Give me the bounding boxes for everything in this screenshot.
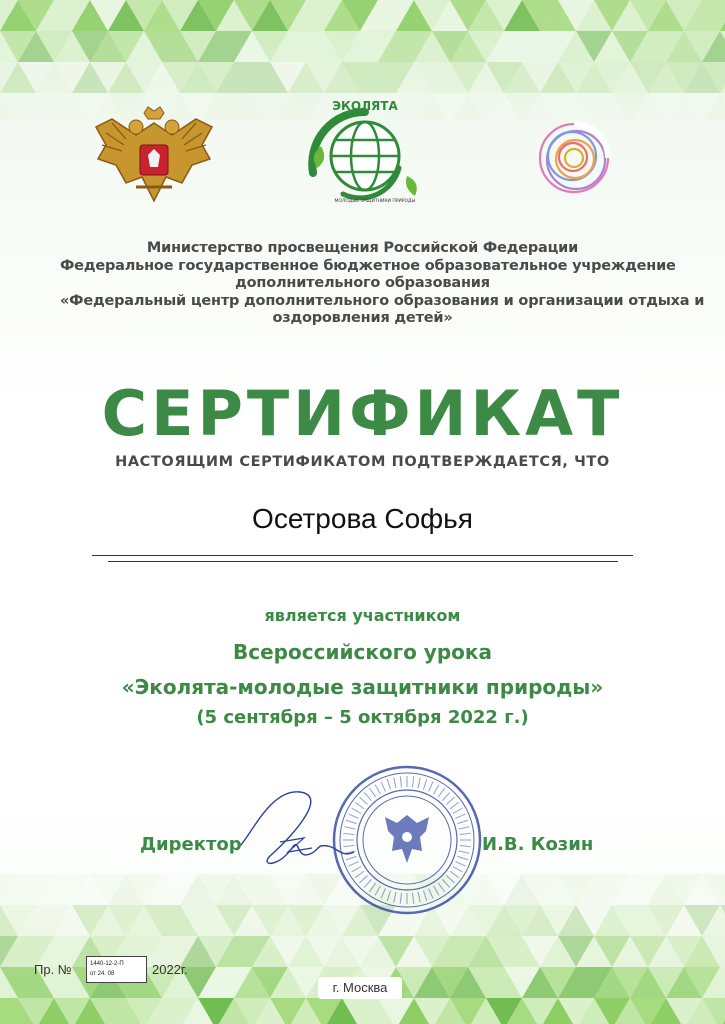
stamp-text-texture: [459, 827, 470, 829]
recipient-underline-secondary: [108, 561, 618, 562]
order-date: от 24. 08: [90, 971, 115, 977]
stamp-text-texture: [460, 846, 471, 847]
stamp-text-texture: [460, 833, 471, 834]
order-number-label: Пр. №: [34, 962, 72, 977]
stamp-text-texture: [423, 779, 426, 789]
stamp-text-texture: [359, 875, 367, 882]
organization-line: «Федеральный центр дополнительного образования и организации отдыха и: [60, 292, 705, 309]
order-number: 1440-12-2-П: [90, 961, 124, 967]
stamp-text-texture: [459, 851, 470, 853]
stamp-text-texture: [375, 785, 381, 795]
stamp-text-texture: [438, 788, 444, 797]
order-year: 2022г.: [152, 962, 188, 977]
stamp-text-texture: [450, 871, 459, 877]
organization-line: Министерство просвещения Российской Федерации: [146, 240, 579, 256]
director-label: Директор: [140, 834, 242, 855]
stamp-text-texture: [438, 883, 444, 892]
stamp-text-texture: [364, 792, 371, 800]
ecolyata-arc-subtext: МОЛОДЫЕ ЗАЩИТНИКИ ПРИРОДЫ: [334, 199, 416, 204]
participant-text: является участником: [264, 606, 461, 625]
stamp-text-texture: [413, 776, 414, 787]
director-signature: [230, 778, 360, 878]
stamp-text-texture: [418, 777, 420, 788]
organization-line: дополнительного образования: [235, 275, 490, 291]
stamp-text-texture: [359, 797, 367, 804]
ecolyata-globe-logo: [303, 98, 428, 210]
recipient-underline: [92, 555, 633, 556]
stamp-text-texture: [394, 892, 396, 903]
city-label: г. Москва: [318, 977, 402, 999]
stamp-text-texture: [453, 867, 463, 873]
stamp-text-texture: [400, 893, 401, 904]
ecolyata-arc-text: ЭКОЛЯТА: [332, 99, 398, 113]
russian-coat-of-arms-icon: [92, 105, 216, 209]
stamp-text-texture: [453, 808, 463, 814]
stamp-text-texture: [423, 890, 426, 900]
stamp-text-texture: [442, 879, 449, 887]
stamp-text-texture: [400, 776, 401, 787]
stamp-text-texture: [434, 886, 440, 896]
stamp-text-texture: [446, 797, 454, 804]
recipient-name: Осетрова Софья: [252, 503, 473, 534]
organization-line: Федеральное государственное бюджетное образовательное учреждение: [60, 257, 676, 274]
stamp-text-texture: [418, 892, 420, 903]
stamp-text-texture: [375, 886, 381, 896]
stamp-text-texture: [369, 883, 375, 892]
certificate-title: СЕРТИФИКАТ: [101, 377, 624, 450]
stamp-text-texture: [429, 782, 433, 792]
stamp-text-texture: [442, 792, 449, 800]
stamp-text-texture: [387, 890, 390, 900]
stamp-text-texture: [381, 888, 385, 898]
federal-center-spiral-logo: [518, 108, 630, 208]
stamp-text-texture: [394, 777, 396, 788]
stamp-text-texture: [457, 820, 467, 823]
certificate-subtitle: НАСТОЯЩИМ СЕРТИФИКАТОМ ПОДТВЕРЖДАЕТСЯ, ЧТО: [115, 454, 610, 470]
organization-line: оздоровления детей»: [272, 310, 453, 326]
lesson-title-line1: Всероссийского урока: [233, 640, 492, 664]
stamp-text-texture: [446, 875, 454, 882]
stamp-text-texture: [450, 802, 459, 808]
director-name: И.В. Козин: [482, 834, 594, 855]
organization-header: [60, 240, 705, 328]
stamp-text-texture: [381, 782, 385, 792]
stamp-text-texture: [429, 888, 433, 898]
stamp-text-texture: [434, 785, 440, 795]
stamp-text-texture: [455, 862, 465, 866]
stamp-text-texture: [413, 893, 414, 904]
stamp-text-texture: [455, 814, 465, 818]
lesson-dates: (5 сентября – 5 октября 2022 г.): [196, 707, 529, 728]
stamp-text-texture: [387, 779, 390, 789]
lesson-title-line2: «Эколята-молодые защитники природы»: [121, 675, 604, 699]
order-number-box: [86, 956, 147, 983]
stamp-text-texture: [457, 856, 467, 859]
stamp-text-texture: [369, 788, 375, 797]
stamp-text-texture: [364, 879, 371, 887]
